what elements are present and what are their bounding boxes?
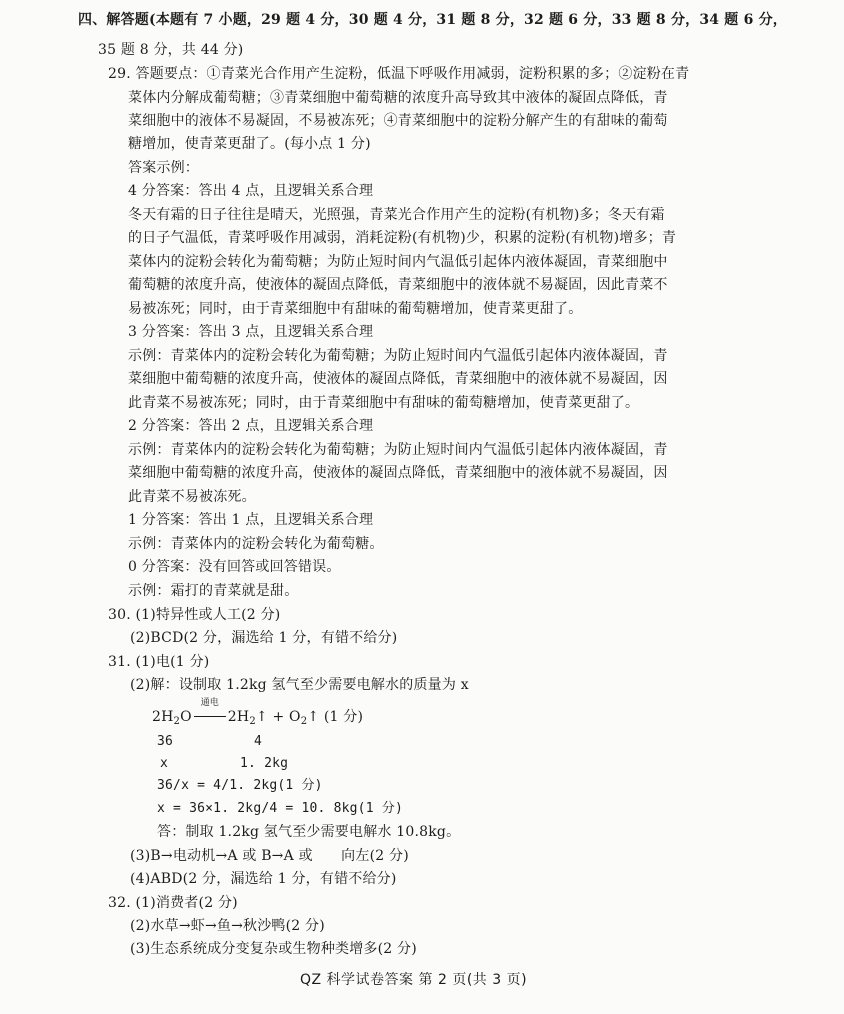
q29-line: 菜体内的淀粉会转化为葡萄糖；为防止短时间内气温低引起体内液体凝固，青菜细胞中: [128, 254, 668, 270]
q31-part1: 31. (1)电(1 分): [108, 654, 210, 670]
eq-condition: 通电: [200, 698, 219, 708]
arrow-bar: [194, 716, 226, 717]
q29-line: 易被冻死；同时，由于青菜细胞中有甜味的葡萄糖增加，使青菜更甜了。: [128, 301, 583, 317]
q29-line: 4 分答案：答出 4 点，且逻辑关系合理: [128, 183, 374, 199]
q29-line: 示例：青菜体内的淀粉会转化为葡萄糖；为防止短时间内气温低引起体内液体凝固，青: [128, 348, 668, 364]
eq-o: O: [180, 709, 192, 725]
ratio-row2-a: x: [160, 756, 169, 771]
ratio-row2-b: 1. 2kg: [240, 756, 289, 771]
q29-line: 示例：青菜体内的淀粉会转化为葡萄糖；为防止短时间内气温低引起体内液体凝固，青: [128, 442, 668, 458]
section-header-line1: 四、解答题(本题有 7 小题，29 题 4 分，30 题 4 分，31 题 8 分，32 题 6 分，33 题 8 分，34 题 6 分，: [78, 12, 787, 28]
calc-line1: 36/x = 4/1. 2kg(1 分): [157, 778, 323, 793]
q31-answer: 答：制取 1.2kg 氢气至少需要电解水 10.8kg。: [157, 824, 461, 840]
q29-line: 葡萄糖的浓度升高，使液体的凝固点降低，青菜细胞中的液体就不易凝固，因此青菜不: [128, 277, 668, 293]
chemical-equation: [152, 698, 364, 732]
eq-sub2: 2: [249, 716, 256, 727]
q29-line: 29. 答题要点：①青菜光合作用产生淀粉，低温下呼吸作用减弱，淀粉积累的多；②淀粉在青: [108, 66, 690, 82]
q32-part2: (2)水草→虾→鱼→秋沙鸭(2 分): [130, 918, 325, 934]
page-footer: QZ 科学试卷答案 第 2 页(共 3 页): [300, 972, 528, 988]
eq-mid: ↑ + O: [255, 709, 301, 725]
reaction-arrow: [192, 698, 228, 727]
q29-line: 此青菜不易被冻死；同时，由于青菜细胞中有甜味的葡萄糖增加，使青菜更甜了。: [128, 395, 640, 411]
ratio-row1-a: 36: [157, 734, 174, 749]
eq-sub1: 2: [173, 716, 181, 727]
eq-sub3: 2: [300, 716, 308, 727]
q32-part3: (3)生态系统成分变复杂或生物种类增多(2 分): [130, 941, 417, 957]
q31-part2: (2)解：设制取 1.2kg 氢气至少需要电解水的质量为 x: [130, 677, 469, 693]
section-header-line2: 35 题 8 分，共 44 分): [98, 42, 244, 58]
q29-line: 2 分答案：答出 2 点，且逻辑关系合理: [128, 418, 374, 434]
q29-line: 此青菜不易被冻死。: [128, 489, 256, 505]
q29-line: 0 分答案：没有回答或回答错误。: [128, 559, 341, 575]
q29-line: 的日子气温低，青菜呼吸作用减弱，消耗淀粉(有机物)少，积累的淀粉(有机物)增多；青: [128, 230, 677, 246]
q29-line: 菜细胞中葡萄糖的浓度升高，使液体的凝固点降低，青菜细胞中的液体就不易凝固，因: [128, 371, 668, 387]
q29-line: 冬天有霜的日子往往是晴天，光照强，青菜光合作用产生的淀粉(有机物)多；冬天有霜: [128, 207, 665, 223]
q30-part1: 30. (1)特异性或人工(2 分): [108, 607, 281, 623]
q29-line: 3 分答案：答出 3 点，且逻辑关系合理: [128, 324, 374, 340]
q29-line: 示例：青菜体内的淀粉会转化为葡萄糖。: [128, 536, 384, 552]
calc-line2: x = 36×1. 2kg/4 = 10. 8kg(1 分): [157, 801, 403, 816]
q29-line: 糖增加，使青菜更甜了。(每小点 1 分): [128, 136, 371, 152]
q29-line: 答案示例：: [128, 160, 199, 176]
q29-line: 菜体内分解成葡萄糖；③青菜细胞中葡萄糖的浓度升高导致其中液体的凝固点降低，青: [128, 90, 668, 106]
q32-part1: 32. (1)消费者(2 分): [108, 895, 238, 911]
q29-line: 示例：霜打的青菜就是甜。: [128, 583, 299, 599]
q29-line: 1 分答案：答出 1 点，且逻辑关系合理: [128, 512, 374, 528]
eq-end: ↑ (1 分): [307, 709, 364, 725]
eq-h: 2H: [227, 709, 250, 725]
eq-left: 2H: [152, 709, 174, 725]
q30-part2: (2)BCD(2 分，漏选给 1 分，有错不给分): [130, 630, 398, 646]
q29-line: 菜细胞中葡萄糖的浓度升高，使液体的凝固点降低，青菜细胞中的液体就不易凝固，因: [128, 465, 668, 481]
q31-part3: (3)B→电动机→A 或 B→A 或 向左(2 分): [130, 848, 409, 864]
q29-line: 菜细胞中的液体不易凝固，不易被冻死；④青菜细胞中的淀粉分解产生的有甜味的葡萄: [128, 113, 668, 129]
ratio-row1-b: 4: [254, 734, 263, 749]
q31-part4: (4)ABD(2 分，漏选给 1 分，有错不给分): [130, 871, 397, 887]
